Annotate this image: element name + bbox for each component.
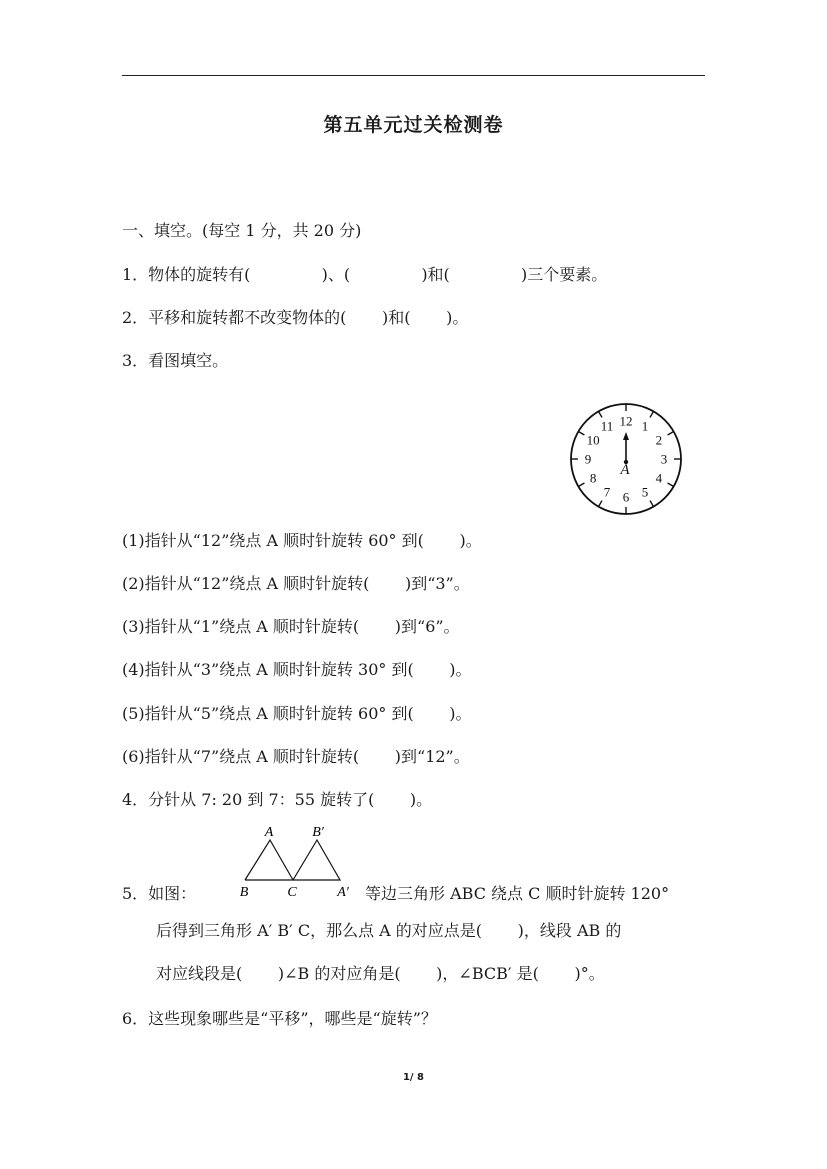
- clock-tick: [578, 483, 584, 487]
- label-a-prime: A′: [337, 885, 349, 900]
- clock-number: 8: [589, 470, 597, 486]
- question-6: 6．这些现象哪些是“平移”，哪些是“旋转”？: [122, 1009, 437, 1028]
- clock-number: 3: [660, 451, 668, 467]
- label-b-prime: B′: [312, 825, 324, 840]
- question-3-part-5: (5)指针从“5”绕点 A 顺时针旋转 60° 到( )。: [122, 704, 472, 723]
- question-3: 3．看图填空。: [122, 351, 229, 370]
- clock-figure: [567, 402, 685, 516]
- clock-tick: [668, 432, 674, 436]
- question-4: 4．分针从 7: 20 到 7：55 旋转了( )。: [122, 790, 433, 809]
- question-3-part-1: (1)指针从“12”绕点 A 顺时针旋转 60° 到( )。: [122, 531, 482, 550]
- triangle-a-prime-b-prime-c: [293, 840, 340, 880]
- question-2: 2．平移和旋转都不改变物体的( )和( )。: [122, 308, 469, 327]
- question-5-line-1: 等边三角形 ABC 绕点 C 顺时针旋转 120°: [365, 884, 670, 903]
- clock-tick: [650, 411, 654, 417]
- clock-number: 2: [655, 432, 663, 448]
- clock-tick: [578, 432, 584, 436]
- clock-number: 6: [622, 489, 630, 505]
- clock-tick: [599, 411, 603, 417]
- clock-number: 5: [641, 484, 649, 500]
- clock-center-label: A: [620, 462, 630, 478]
- clock-number: 11: [600, 418, 614, 434]
- clock-tick: [599, 501, 603, 507]
- clock-tick: [668, 483, 674, 487]
- label-a: A: [264, 825, 274, 840]
- clock-number: 12: [619, 413, 633, 429]
- question-5-prefix: 5．如图：: [122, 884, 197, 903]
- clock-number: 9: [584, 451, 592, 467]
- page-title: 第五单元过关检测卷: [323, 114, 504, 136]
- question-5-line-3: 对应线段是( )∠B 的对应角是( )，∠BCB′ 是( )°。: [156, 964, 605, 983]
- clock-number: 4: [655, 470, 663, 486]
- question-3-part-3: (3)指针从“1”绕点 A 顺时针旋转( )到“6”。: [122, 617, 460, 636]
- clock-tick: [650, 501, 654, 507]
- question-5-line-2: 后得到三角形 A′ B′ C，那么点 A 的对应点是( )，线段 AB 的: [156, 921, 622, 940]
- clock-number: 1: [641, 418, 649, 434]
- question-3-part-2: (2)指针从“12”绕点 A 顺时针旋转( )到“3”。: [122, 574, 470, 593]
- label-c: C: [287, 885, 297, 900]
- page-number: 1/ 8: [402, 1072, 425, 1083]
- clock-hand-arrow: [623, 432, 629, 440]
- header-rule: [122, 75, 705, 76]
- clock-number: 7: [603, 484, 611, 500]
- question-3-part-6: (6)指针从“7”绕点 A 顺时针旋转( )到“12”。: [122, 747, 470, 766]
- triangle-figure: [228, 818, 358, 904]
- section-heading: 一、填空。(每空 1 分，共 20 分): [122, 221, 362, 240]
- question-1: 1．物体的旋转有( )、( )和( )三个要素。: [122, 265, 608, 284]
- triangle-abc: [245, 840, 293, 880]
- label-b: B: [239, 885, 249, 900]
- question-3-part-4: (4)指针从“3”绕点 A 顺时针旋转 30° 到( )。: [122, 660, 472, 679]
- clock-number: 10: [586, 432, 600, 448]
